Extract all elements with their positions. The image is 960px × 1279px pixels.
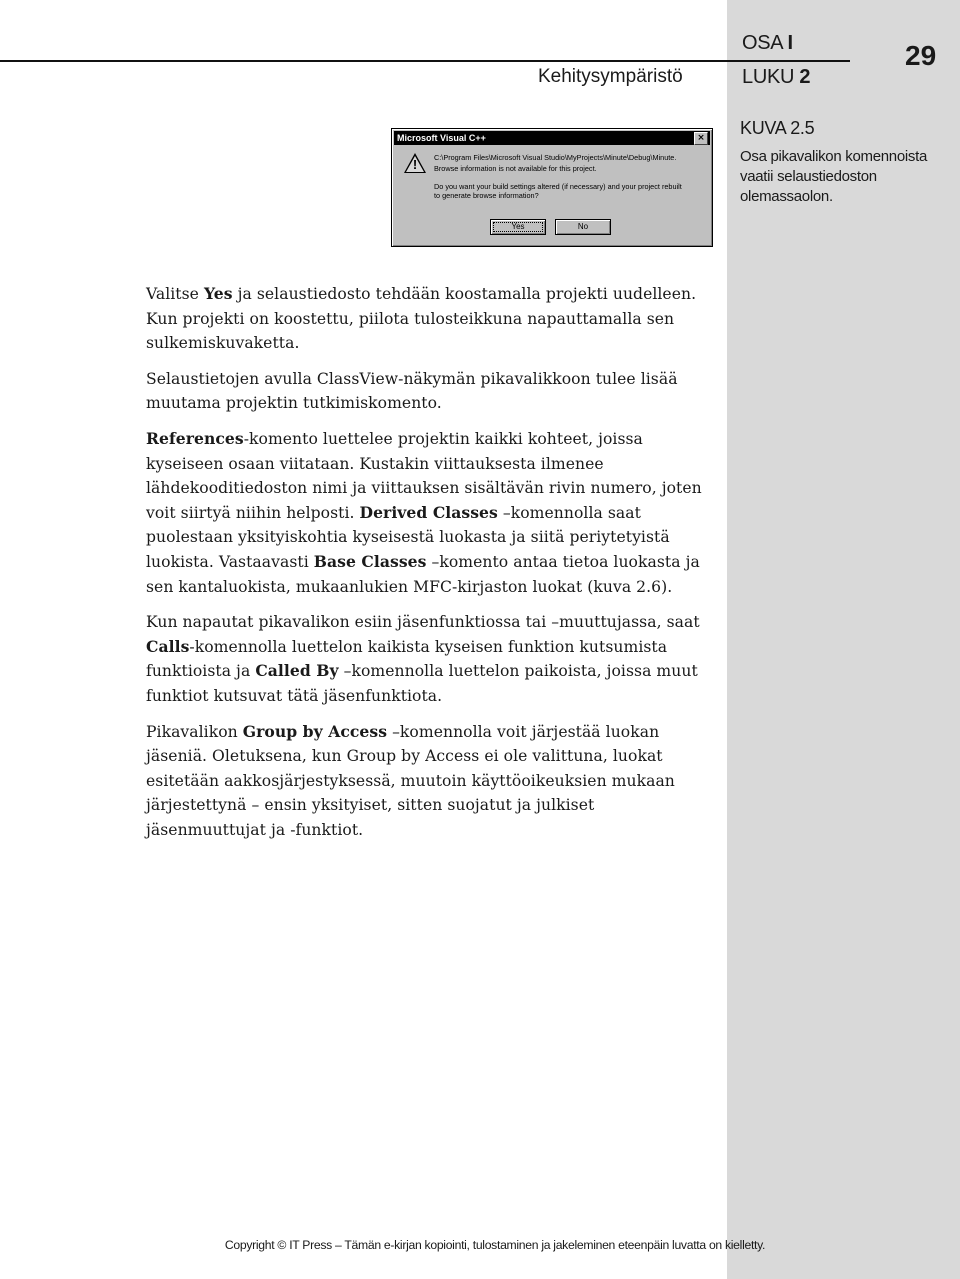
page-number: 29: [905, 40, 937, 71]
dialog-title: Microsoft Visual C++: [397, 133, 486, 143]
dialog-path-line: C:\Program Files\Microsoft Visual Studio\MyProjects\Minute\Debug\Minute.: [434, 153, 677, 162]
dialog-message-line: Browse information is not available for this project.: [434, 164, 597, 173]
message-dialog: [391, 128, 713, 247]
exclamation-icon: !: [412, 157, 418, 172]
paragraph-4: Kun napautat pikavalikon esiin jäsenfunktiossa tai –muuttujassa, saat Calls-komennolla luettelon kaikista kyseisen funktion kutsumista funktioista ja Called By –komennolla luettelon paikoista, joissa muut funktiot kutsuvat tätä jäsenfunktiota.: [146, 613, 700, 705]
copyright-footer: Copyright © IT Press – Tämän e-kirjan kopiointi, tulostaminen ja jakeleminen eteenpäin luvatta on kielletty.: [224, 1238, 766, 1252]
chapter-label: LUKU 2: [742, 66, 811, 88]
yes-button[interactable]: Yes: [490, 219, 546, 235]
dialog-question-line: Do you want your build settings altered (if necessary) and your project rebuilt: [434, 182, 682, 191]
dialog-question-line-2: to generate browse information?: [434, 191, 539, 200]
paragraph-2: Selaustietojen avulla ClassView-näkymän pikavalikkoon tulee lisää muutama projektin tutkimiskomento.: [146, 369, 678, 413]
dialog-titlebar: [394, 131, 710, 145]
paragraph-5: Pikavalikon Group by Access –komennolla voit järjestää luokan jäseniä. Oletuksena, kun Group by Access ei ole valittuna, luokat esitetään aakkosjärjestyksessä, muutoin käyttöoikeuksien mukaan järjestettynä – ensin yksityiset, sitten suojatut ja julkiset jäsenmuuttujat ja -funktiot.: [146, 721, 675, 839]
header-rule: [0, 60, 850, 62]
figure-caption: Osa pikavalikon komennoista vaatii selaustiedoston olemassaolon.: [740, 148, 928, 205]
close-button[interactable]: ×: [694, 132, 708, 145]
paragraph-1: Valitse Yes ja selaustiedosto tehdään koostamalla projekti uudelleen. Kun projekti on koostettu, piilota tulosteikkuna napauttamalla sen sulkemiskuvaketta.: [146, 284, 697, 353]
no-button[interactable]: No: [555, 219, 611, 235]
paragraph-3: References-komento luettelee projektin kaikki kohteet, joissa kyseiseen osaan viitataan. Kustakin viittauksesta ilmenee lähdekooditiedoston nimi ja viittauksen sisältävän rivin numero, joten voit siirtyä niihin helposti. Derived Classes –komennolla saat puolestaan yksityiskohtia kyseisestä luokasta ja siitä periytetyistä luokista. Vastaavasti Base Classes –komento antaa tietoa luokasta ja sen kantaluokista, mukaanlukien MFC-kirjaston luokat (kuva 2.6).: [146, 428, 702, 596]
figure-title: KUVA 2.5: [740, 118, 815, 138]
running-title: Kehitysympäristö: [538, 66, 683, 87]
part-label: OSA I: [742, 32, 793, 54]
body-text: [146, 282, 706, 853]
